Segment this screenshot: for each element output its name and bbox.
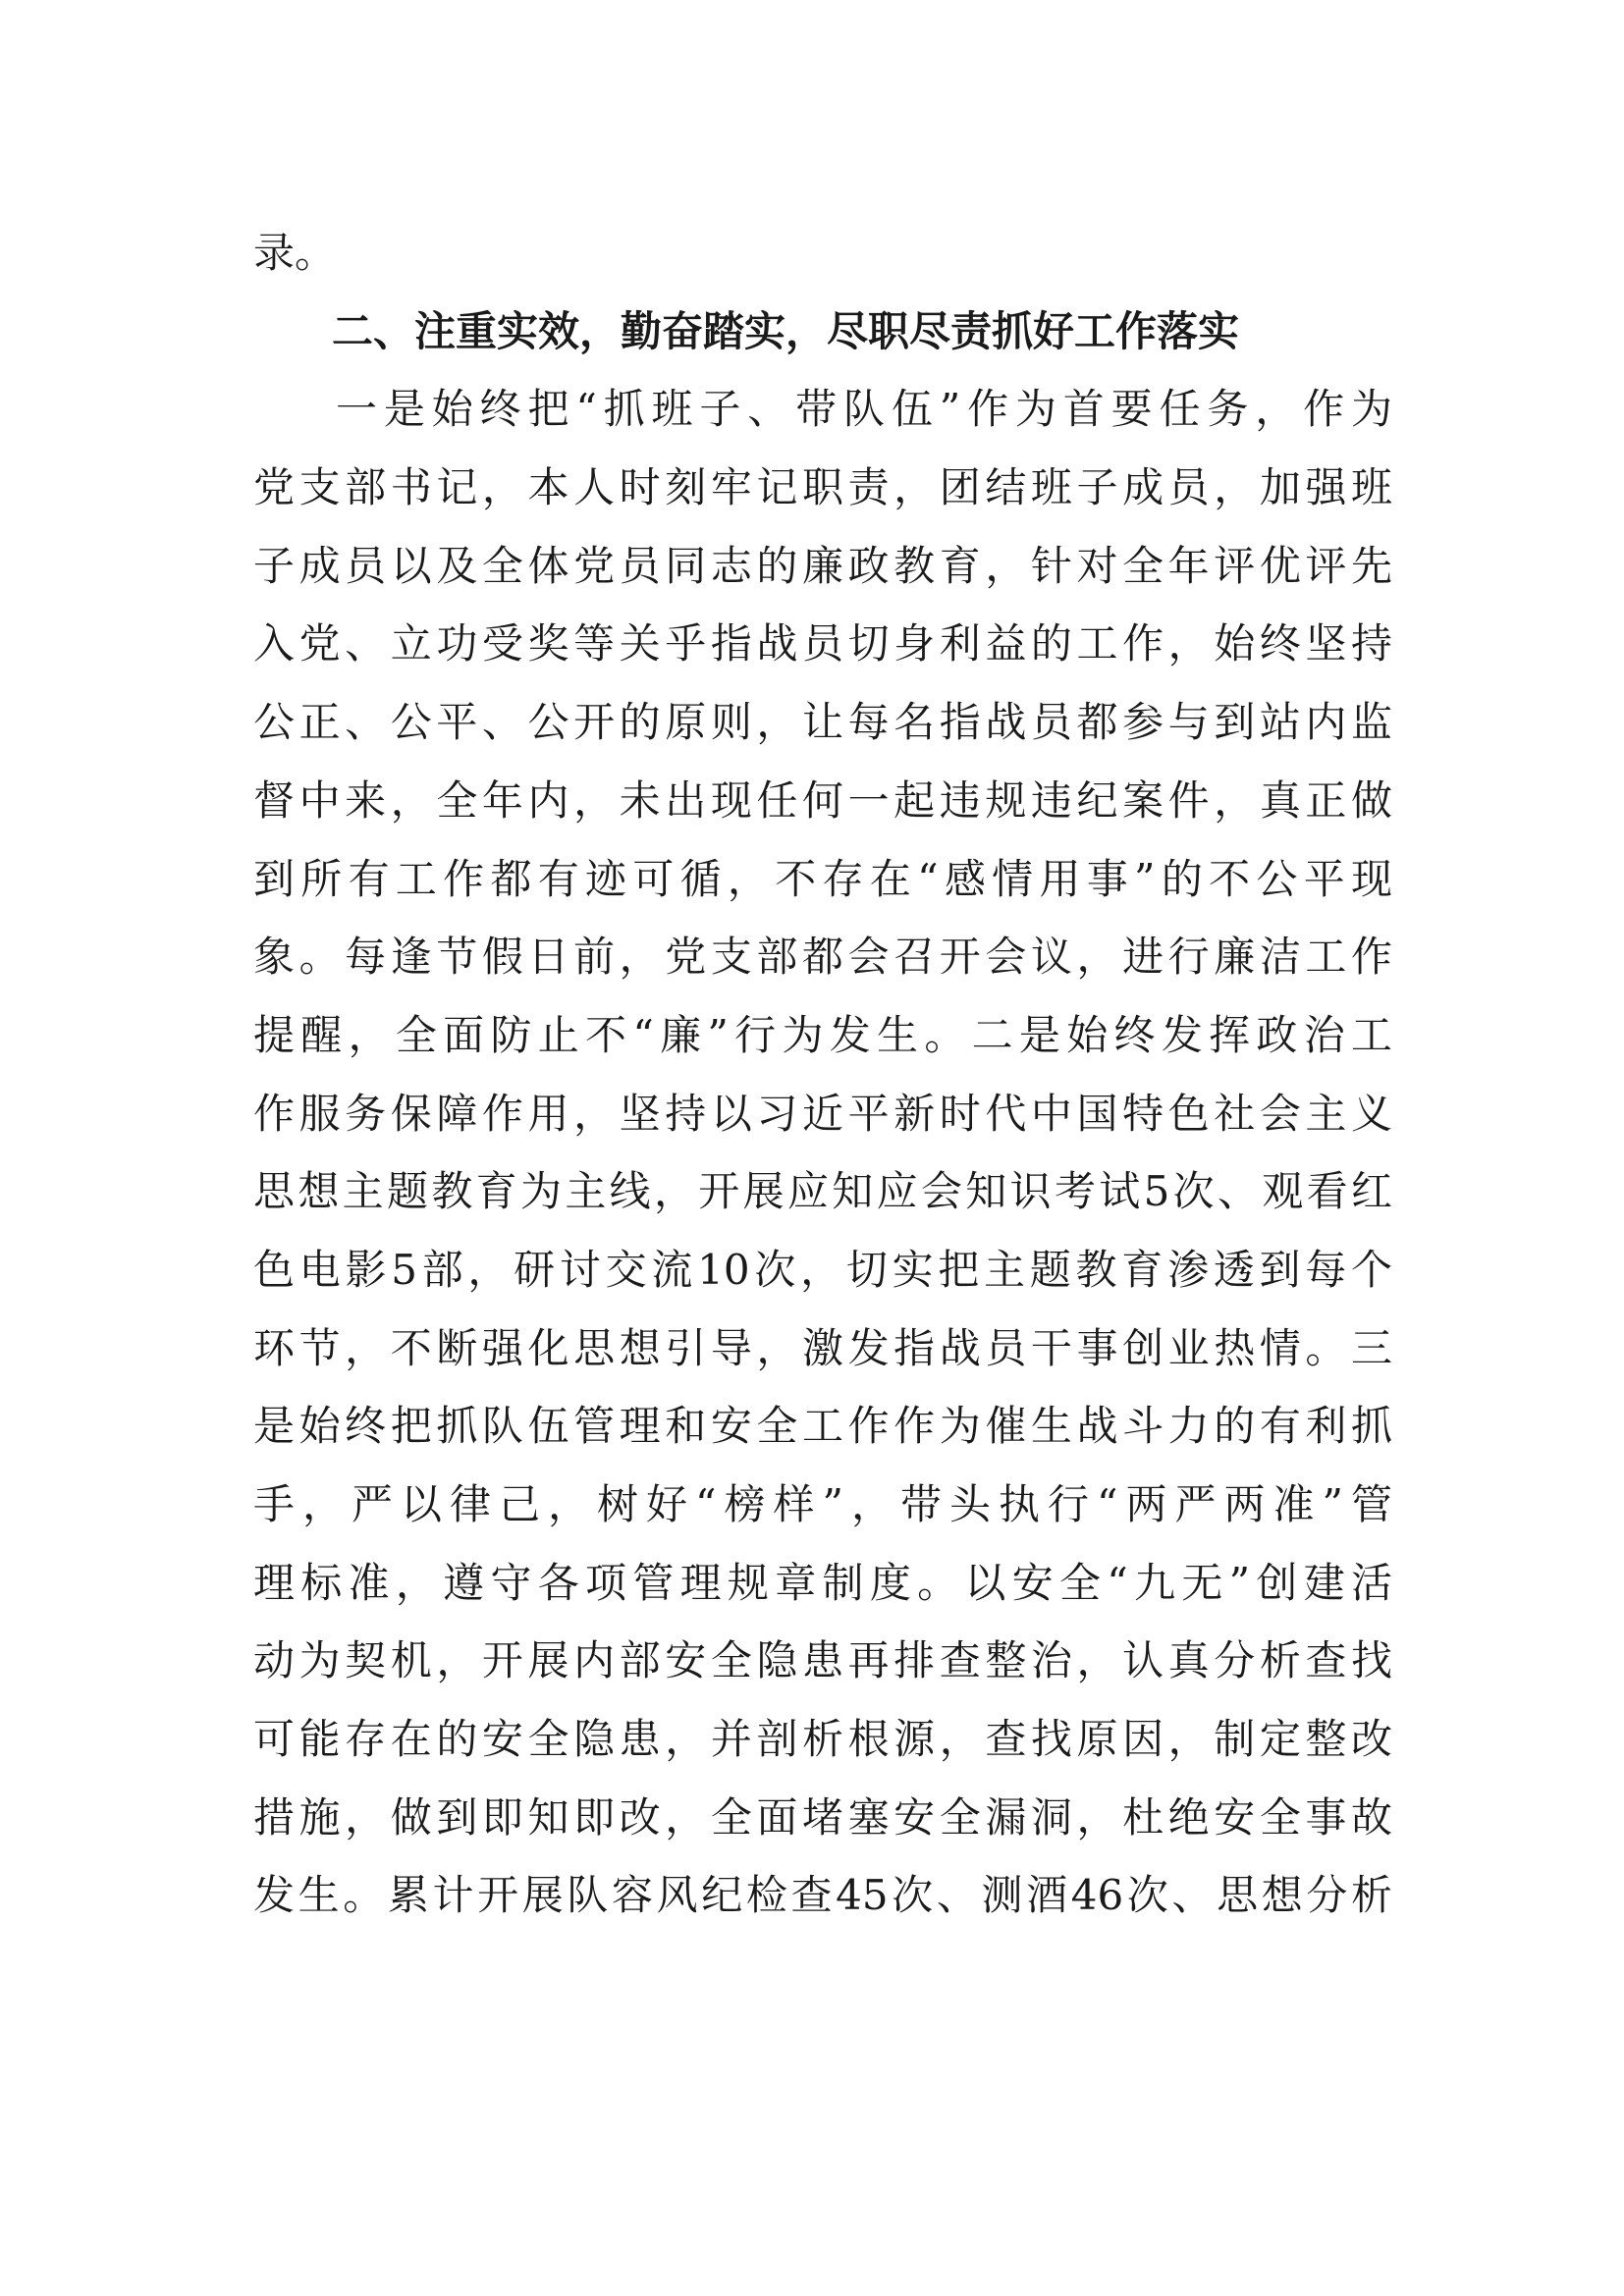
text-line: 思想主题教育为主线，开展应知应会知识考试5次、观看红 (253, 1167, 1392, 1216)
text-line: 录。 (253, 229, 337, 277)
text-line: 一是始终把“抓班子、带队伍”作为首要任务，作为 (336, 385, 1392, 434)
section-heading: 二、注重实效，勤奋踏实，尽职尽责抓好工作落实 (332, 306, 1240, 355)
text-line: 是始终把抓队伍管理和安全工作作为催生战斗力的有利抓 (253, 1402, 1392, 1451)
text-line: 作服务保障作用，坚持以习近平新时代中国特色社会主义 (253, 1089, 1392, 1138)
text-line: 入党、立功受奖等关乎指战员切身利益的工作，始终坚持 (253, 619, 1392, 668)
text-line: 色电影5部，研讨交流10次，切实把主题教育渗透到每个 (253, 1245, 1392, 1294)
text-line: 到所有工作都有迹可循，不存在“感情用事”的不公平现 (253, 854, 1392, 903)
text-line: 手，严以律己，树好“榜样”，带头执行“两严两准”管 (253, 1480, 1392, 1528)
text-line: 动为契机，开展内部安全隐患再排查整治，认真分析查找 (253, 1636, 1392, 1685)
text-line: 督中来，全年内，未出现任何一起违规违纪案件，真正做 (253, 775, 1392, 825)
text-line: 提醒，全面防止不“廉”行为发生。二是始终发挥政治工 (253, 1010, 1392, 1059)
text-line: 象。每逢节假日前，党支部都会召开会议，进行廉洁工作 (253, 933, 1392, 982)
text-line: 环节，不断强化思想引导，激发指战员干事创业热情。三 (253, 1323, 1392, 1372)
text-line: 发生。累计开展队容风纪检查45次、测酒46次、思想分析 (253, 1871, 1392, 1920)
text-line: 理标准，遵守各项管理规章制度。以安全“九无”创建活 (253, 1558, 1392, 1607)
text-line: 可能存在的安全隐患，并剖析根源，查找原因，制定整改 (253, 1715, 1392, 1764)
text-line: 措施，做到即知即改，全面堵塞安全漏洞，杜绝安全事故 (253, 1792, 1392, 1842)
text-line: 党支部书记，本人时刻牢记职责，团结班子成员，加强班 (253, 463, 1392, 512)
document-body (253, 214, 1392, 1935)
text-line: 公正、公平、公开的原则，让每名指战员都参与到站内监 (253, 698, 1392, 747)
text-line: 子成员以及全体党员同志的廉政教育，针对全年评优评先 (253, 541, 1392, 590)
